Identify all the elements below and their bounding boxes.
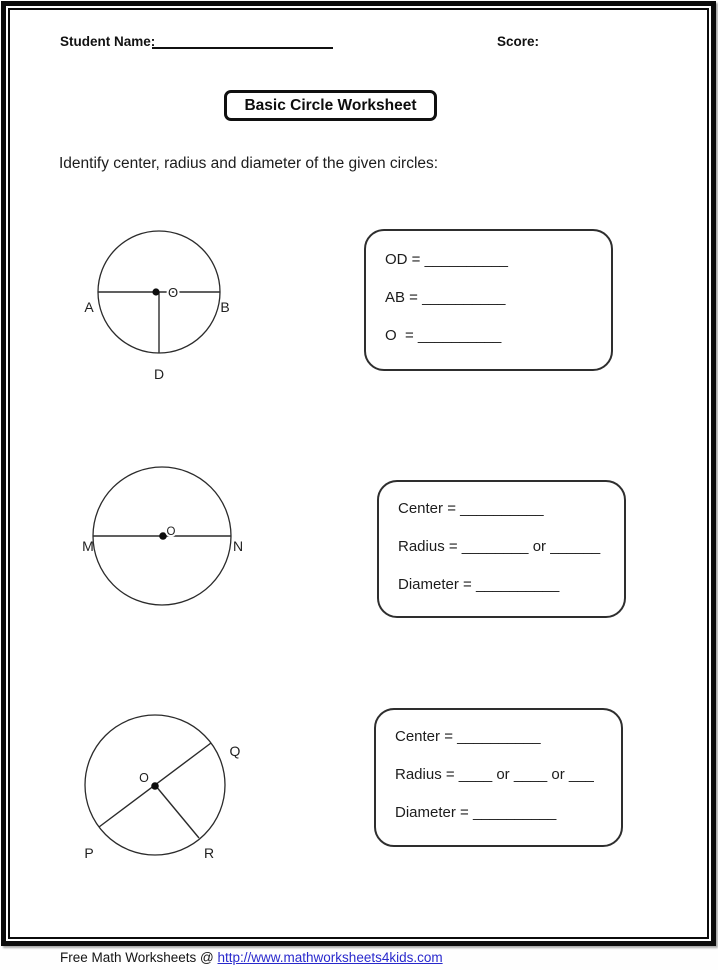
answer-blank: Diameter = __________ — [395, 803, 557, 821]
circle-1-center-label: O — [167, 285, 179, 300]
worksheet-title: Basic Circle Worksheet — [224, 90, 437, 121]
student-name-label: Student Name: — [60, 34, 156, 49]
instruction-text: Identify center, radius and diameter of the given circles: — [59, 155, 439, 172]
circle-1-center-dot — [152, 288, 159, 295]
answer-blank: O = __________ — [385, 326, 502, 344]
answer-box-2 — [377, 480, 626, 618]
score-label: Score: — [497, 34, 540, 49]
circle-3-center-label: O — [139, 771, 149, 785]
student-name-blank — [152, 33, 333, 49]
circle-2-center-label: O — [166, 526, 176, 538]
answer-blank: OD = __________ — [385, 250, 509, 268]
answer-blank: Diameter = __________ — [398, 575, 560, 593]
footer — [60, 950, 443, 965]
circle-3-radius-line — [155, 785, 199, 838]
footer-text: Free Math Worksheets @ — [60, 950, 218, 965]
circle-1-bottom-label: D — [153, 366, 165, 382]
answer-blank: Center = __________ — [398, 499, 544, 517]
footer-link[interactable]: http://www.mathworksheets4kids.com — [217, 950, 443, 965]
circle-2-left-label: M — [82, 538, 94, 554]
circle-3-lower-right-label: R — [203, 845, 215, 861]
circle-1-right-label: B — [220, 299, 230, 315]
circle-figure-2 — [49, 460, 274, 620]
circle-figure-3 — [49, 700, 274, 870]
answer-blank: Radius = ________ or ______ — [398, 537, 601, 555]
answer-blank: Center = __________ — [395, 727, 541, 745]
circle-2-right-label: N — [232, 538, 244, 554]
circle-figure-1 — [49, 218, 274, 388]
answer-box-3 — [374, 708, 623, 847]
circle-3-lower-left-label: P — [84, 845, 94, 861]
answer-box-1 — [364, 229, 613, 371]
circle-3-upper-right-label: Q — [229, 743, 241, 759]
answer-blank: Radius = ____ or ____ or ___ — [395, 765, 594, 783]
answer-blank: AB = __________ — [385, 288, 506, 306]
circle-1-left-label: A — [84, 299, 94, 315]
circle-3-center-dot — [151, 782, 159, 790]
